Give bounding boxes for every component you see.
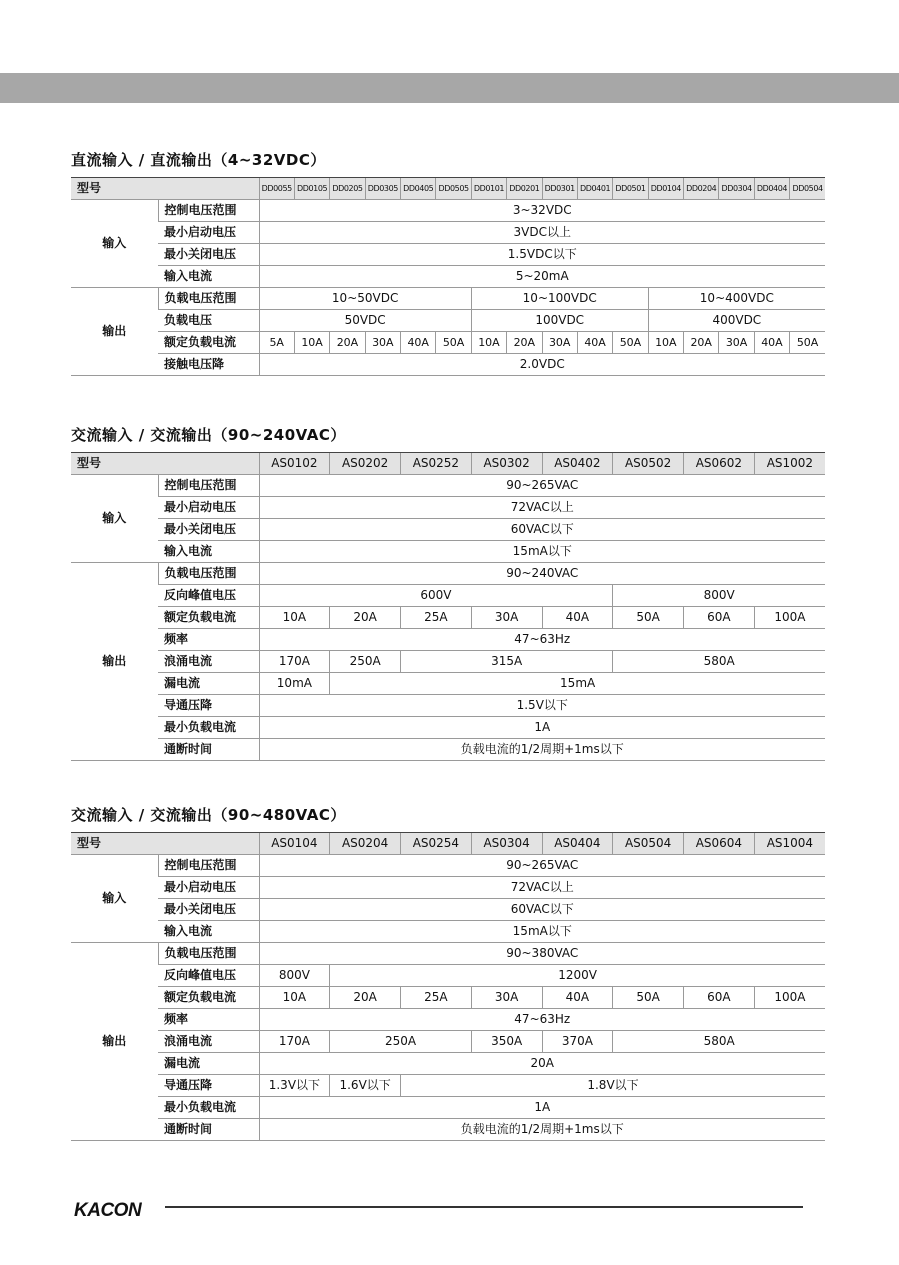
model-cell: DD0404 xyxy=(754,178,789,200)
row-label: 通断时间 xyxy=(158,1119,259,1141)
spec-value: 负载电流的1/2周期+1ms以下 xyxy=(259,739,825,761)
spec-value: 10A xyxy=(648,332,683,354)
spec-value: 20A xyxy=(259,1053,825,1075)
model-cell: AS0302 xyxy=(471,453,542,475)
spec-value: 90~380VAC xyxy=(259,943,825,965)
spec-value: 40A xyxy=(754,332,789,354)
spec-value: 15mA xyxy=(330,673,825,695)
model-cell: AS0402 xyxy=(542,453,613,475)
group-input: 输入 xyxy=(71,475,158,563)
spec-value: 170A xyxy=(259,651,330,673)
row-label: 额定负载电流 xyxy=(158,332,259,354)
row-label: 输入电流 xyxy=(158,541,259,563)
section-ac-ac-240 xyxy=(71,424,825,761)
spec-value: 100A xyxy=(754,607,825,629)
model-cell: DD0104 xyxy=(648,178,683,200)
spec-value: 580A xyxy=(613,651,825,673)
row-label: 接触电压降 xyxy=(158,354,259,376)
row-label: 反向峰值电压 xyxy=(158,585,259,607)
spec-value: 15mA以下 xyxy=(259,921,825,943)
model-cell: DD0504 xyxy=(790,178,825,200)
row-label: 控制电压范围 xyxy=(158,475,259,497)
spec-value: 400VDC xyxy=(648,310,825,332)
spec-value: 1.3V以下 xyxy=(259,1075,330,1097)
spec-value: 40A xyxy=(542,607,613,629)
spec-value: 350A xyxy=(471,1031,542,1053)
row-label: 最小负载电流 xyxy=(158,717,259,739)
row-label: 频率 xyxy=(158,1009,259,1031)
spec-value: 47~63Hz xyxy=(259,629,825,651)
spec-value: 800V xyxy=(259,965,330,987)
spec-value: 1.5V以下 xyxy=(259,695,825,717)
spec-value: 3VDC以上 xyxy=(259,222,825,244)
row-label: 浪涌电流 xyxy=(158,1031,259,1053)
row-label: 最小关闭电压 xyxy=(158,899,259,921)
spec-value: 1.5VDC以下 xyxy=(259,244,825,266)
model-cell: AS0504 xyxy=(613,833,684,855)
model-cell: AS0304 xyxy=(471,833,542,855)
section-title: 交流输入 / 交流输出（90~240VAC） xyxy=(71,426,346,444)
spec-value: 30A xyxy=(365,332,400,354)
model-cell: DD0405 xyxy=(401,178,436,200)
group-input: 输入 xyxy=(71,200,158,288)
header-bar xyxy=(0,73,899,103)
row-label: 反向峰值电压 xyxy=(158,965,259,987)
spec-value: 60VAC以下 xyxy=(259,899,825,921)
spec-value: 100A xyxy=(754,987,825,1009)
spec-value: 15mA以下 xyxy=(259,541,825,563)
row-label: 最小关闭电压 xyxy=(158,519,259,541)
group-input: 输入 xyxy=(71,855,158,943)
model-cell: DD0301 xyxy=(542,178,577,200)
spec-value: 40A xyxy=(542,987,613,1009)
row-label: 漏电流 xyxy=(158,673,259,695)
row-label: 最小启动电压 xyxy=(158,497,259,519)
spec-value: 60A xyxy=(684,607,755,629)
spec-value: 50A xyxy=(613,987,684,1009)
spec-value: 250A xyxy=(330,651,401,673)
spec-value: 10A xyxy=(259,607,330,629)
spec-value: 60A xyxy=(684,987,755,1009)
model-row xyxy=(71,178,825,200)
model-cell: AS0254 xyxy=(401,833,472,855)
spec-value: 90~240VAC xyxy=(259,563,825,585)
row-label: 输入电流 xyxy=(158,921,259,943)
model-cell: DD0304 xyxy=(719,178,754,200)
row-label: 最小关闭电压 xyxy=(158,244,259,266)
kacon-logo xyxy=(73,1197,153,1221)
model-cell: DD0505 xyxy=(436,178,471,200)
model-cell: AS0404 xyxy=(542,833,613,855)
model-cell: AS0502 xyxy=(613,453,684,475)
spec-value: 30A xyxy=(719,332,754,354)
section-dc-dc xyxy=(71,149,825,376)
spec-value: 50A xyxy=(436,332,471,354)
model-label: 型号 xyxy=(71,453,259,475)
model-cell: AS1004 xyxy=(754,833,825,855)
model-cell: DD0305 xyxy=(365,178,400,200)
model-cell: DD0055 xyxy=(259,178,294,200)
spec-value: 25A xyxy=(401,607,472,629)
spec-value: 负载电流的1/2周期+1ms以下 xyxy=(259,1119,825,1141)
spec-value: 30A xyxy=(471,607,542,629)
row-label: 输入电流 xyxy=(158,266,259,288)
section-title: 直流输入 / 直流输出（4~32VDC） xyxy=(71,151,326,169)
spec-value: 72VAC以上 xyxy=(259,877,825,899)
section-title: 交流输入 / 交流输出（90~480VAC） xyxy=(71,806,346,824)
model-cell: DD0204 xyxy=(684,178,719,200)
spec-value: 10A xyxy=(294,332,329,354)
spec-table-dc-dc xyxy=(71,177,825,376)
row-label: 负载电压 xyxy=(158,310,259,332)
spec-value: 60VAC以下 xyxy=(259,519,825,541)
group-output: 输出 xyxy=(71,288,158,376)
model-cell: AS0202 xyxy=(330,453,401,475)
model-label: 型号 xyxy=(71,833,259,855)
group-output: 输出 xyxy=(71,943,158,1141)
spec-value: 90~265VAC xyxy=(259,475,825,497)
row-label: 通断时间 xyxy=(158,739,259,761)
row-label: 控制电压范围 xyxy=(158,855,259,877)
model-row xyxy=(71,833,825,855)
spec-value: 1A xyxy=(259,717,825,739)
brand-logo-text: KACON xyxy=(74,1200,142,1221)
spec-value: 50A xyxy=(613,607,684,629)
row-label: 最小启动电压 xyxy=(158,877,259,899)
row-label: 额定负载电流 xyxy=(158,987,259,1009)
model-cell: DD0205 xyxy=(330,178,365,200)
spec-value: 5~20mA xyxy=(259,266,825,288)
spec-value: 10~100VDC xyxy=(471,288,648,310)
model-cell: AS0102 xyxy=(259,453,330,475)
row-label: 控制电压范围 xyxy=(158,200,259,222)
spec-value: 600V xyxy=(259,585,613,607)
row-label: 频率 xyxy=(158,629,259,651)
spec-value: 1.8V以下 xyxy=(401,1075,826,1097)
model-cell: AS1002 xyxy=(754,453,825,475)
spec-value: 10mA xyxy=(259,673,330,695)
spec-value: 2.0VDC xyxy=(259,354,825,376)
row-label: 额定负载电流 xyxy=(158,607,259,629)
model-cell: AS0252 xyxy=(401,453,472,475)
row-label: 浪涌电流 xyxy=(158,651,259,673)
spec-value: 3~32VDC xyxy=(259,200,825,222)
spec-value: 1A xyxy=(259,1097,825,1119)
spec-value: 20A xyxy=(330,987,401,1009)
model-cell: DD0501 xyxy=(613,178,648,200)
row-label: 导通压降 xyxy=(158,695,259,717)
spec-value: 1.6V以下 xyxy=(330,1075,401,1097)
row-label: 负载电压范围 xyxy=(158,288,259,310)
model-cell: DD0401 xyxy=(577,178,612,200)
row-label: 负载电压范围 xyxy=(158,943,259,965)
spec-value: 170A xyxy=(259,1031,330,1053)
spec-value: 370A xyxy=(542,1031,613,1053)
spec-value: 50A xyxy=(790,332,825,354)
footer-rule xyxy=(165,1206,803,1208)
spec-value: 47~63Hz xyxy=(259,1009,825,1031)
spec-value: 90~265VAC xyxy=(259,855,825,877)
spec-value: 100VDC xyxy=(471,310,648,332)
spec-value: 25A xyxy=(401,987,472,1009)
spec-value: 20A xyxy=(684,332,719,354)
spec-value: 1200V xyxy=(330,965,825,987)
spec-value: 20A xyxy=(330,332,365,354)
row-label: 最小负载电流 xyxy=(158,1097,259,1119)
row-label: 导通压降 xyxy=(158,1075,259,1097)
spec-value: 20A xyxy=(330,607,401,629)
model-cell: DD0201 xyxy=(507,178,542,200)
spec-table-ac-ac-480 xyxy=(71,832,825,1141)
model-label: 型号 xyxy=(71,178,259,200)
model-cell: AS0104 xyxy=(259,833,330,855)
spec-value: 315A xyxy=(401,651,613,673)
spec-value: 10A xyxy=(259,987,330,1009)
spec-value: 10~50VDC xyxy=(259,288,471,310)
spec-value: 50VDC xyxy=(259,310,471,332)
model-cell: DD0105 xyxy=(294,178,329,200)
spec-value: 580A xyxy=(613,1031,825,1053)
spec-value: 5A xyxy=(259,332,294,354)
spec-value: 30A xyxy=(471,987,542,1009)
spec-value: 250A xyxy=(330,1031,472,1053)
model-cell: AS0204 xyxy=(330,833,401,855)
spec-value: 800V xyxy=(613,585,825,607)
model-row xyxy=(71,453,825,475)
model-cell: AS0604 xyxy=(684,833,755,855)
spec-value: 20A xyxy=(507,332,542,354)
spec-value: 10A xyxy=(471,332,506,354)
spec-value: 50A xyxy=(613,332,648,354)
spec-table-ac-ac-240 xyxy=(71,452,825,761)
model-cell: AS0602 xyxy=(684,453,755,475)
spec-value: 30A xyxy=(542,332,577,354)
row-label: 最小启动电压 xyxy=(158,222,259,244)
group-output: 输出 xyxy=(71,563,158,761)
section-ac-ac-480 xyxy=(71,804,825,1141)
spec-value: 10~400VDC xyxy=(648,288,825,310)
model-cell: DD0101 xyxy=(471,178,506,200)
spec-value: 40A xyxy=(401,332,436,354)
spec-value: 72VAC以上 xyxy=(259,497,825,519)
row-label: 漏电流 xyxy=(158,1053,259,1075)
row-label: 负载电压范围 xyxy=(158,563,259,585)
spec-value: 40A xyxy=(577,332,612,354)
